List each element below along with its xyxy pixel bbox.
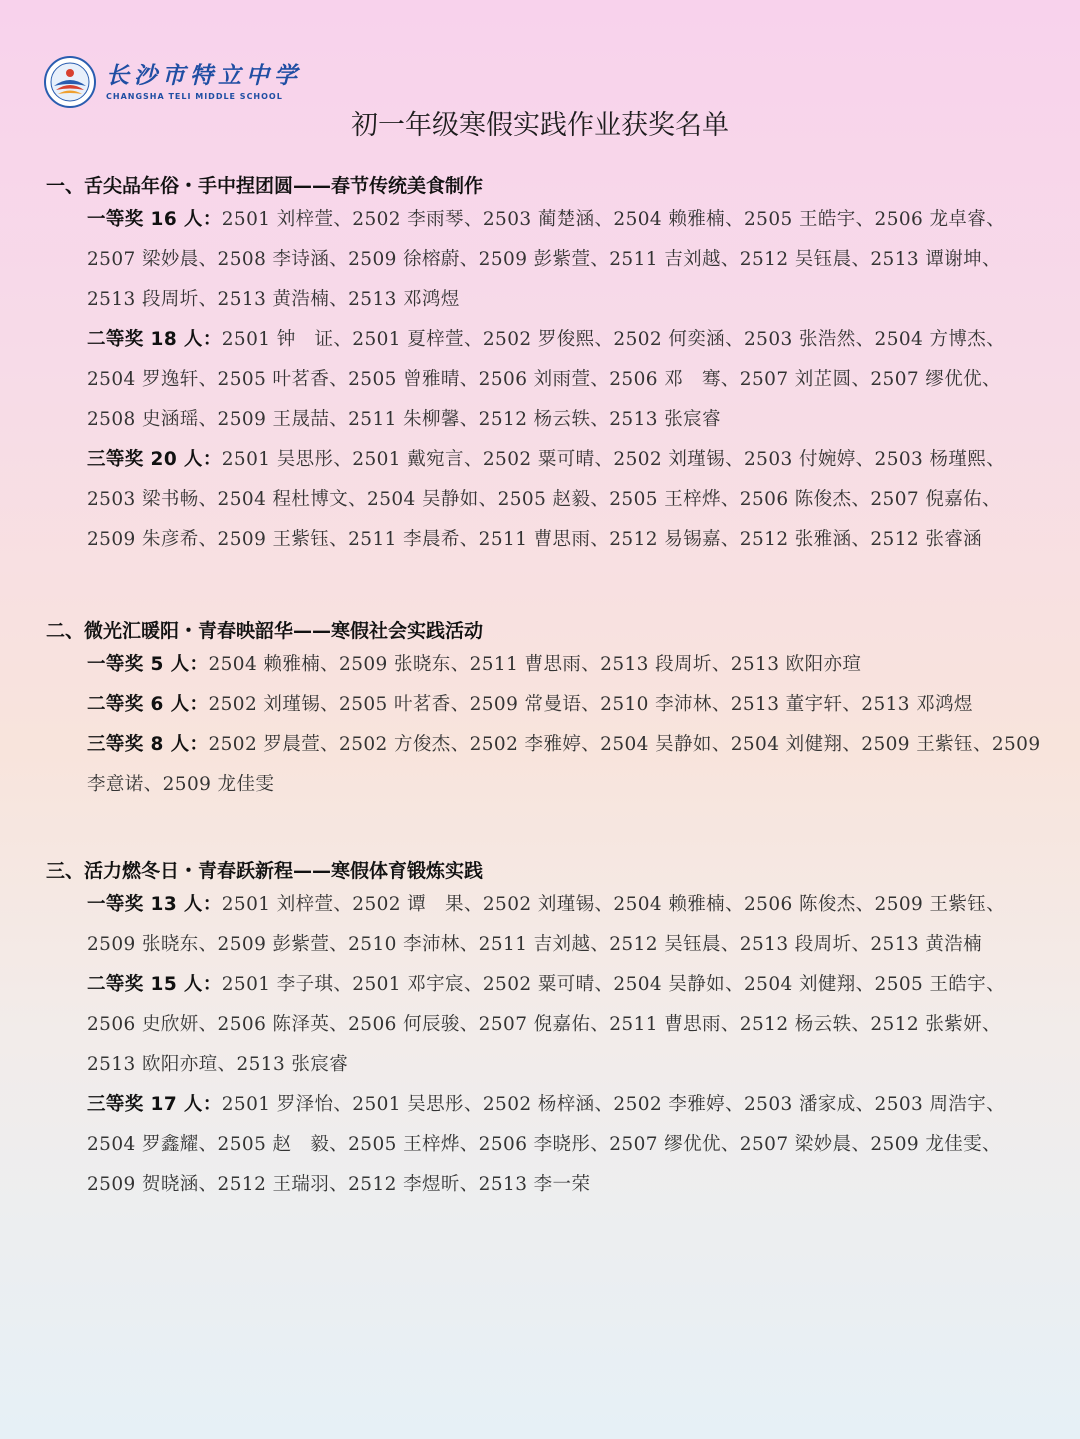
award-label: 一等奖 13 人： [87,894,222,915]
award-entry [87,685,1046,725]
award-label: 三等奖 20 人： [87,449,222,470]
award-label: 一等奖 16 人： [87,209,222,230]
award-names: 2501 李子琪、2501 邓宇宸、2502 粟可晴、2504 吴静如、2504 刘健翔、2505 王皓宇、2506 史欣妍、2506 陈泽英、2506 何辰骏、2507 倪嘉佑、2511 曹思雨、2512 杨云轶、2512 张紫妍、2513 欧阳亦瑄、2513 张宸睿 [87,974,1006,1075]
award-label: 一等奖 5 人： [87,654,209,675]
award-entry [87,1085,1046,1205]
award-entry [87,965,1046,1085]
award-entry [87,645,1046,685]
award-names: 2501 罗泽怡、2501 吴思彤、2502 杨梓涵、2502 李雅婷、2503 潘家成、2503 周浩宇、2504 罗鑫耀、2505 赵 毅、2505 王梓烨、2506 李晓彤、2507 缪优优、2507 梁妙晨、2509 龙佳雯、2509 贺晓涵、2512 王瑞羽、2512 李煜昕、2513 李一荣 [87,1094,1006,1195]
award-names: 2501 钟 证、2501 夏梓萱、2502 罗俊熙、2502 何奕涵、2503 张浩然、2504 方博杰、2504 罗逸轩、2505 叶茗香、2505 曾雅晴、2506 刘雨萱、2506 邓 骞、2507 刘芷圆、2507 缪优优、2508 史涵瑶、2509 王晟喆、2511 朱柳馨、2512 杨云轶、2513 张宸睿 [87,329,1006,430]
award-label: 二等奖 18 人： [87,329,222,350]
section-2 [46,617,1046,805]
award-entry [87,885,1046,965]
section-heading: 二、微光汇暖阳・青春映韶华——寒假社会实践活动 [46,620,484,642]
section-1 [46,172,1046,560]
award-label: 三等奖 17 人： [87,1094,222,1115]
award-names: 2502 罗晨萱、2502 方俊杰、2502 李雅婷、2504 吴静如、2504 刘健翔、2509 王紫钰、2509 李意诺、2509 龙佳雯 [87,734,1041,795]
award-entry [87,725,1046,805]
award-label: 二等奖 15 人： [87,974,222,995]
award-entry [87,200,1046,320]
school-emblem-icon [44,56,96,108]
school-name-cn: 长沙市特立中学 [106,62,302,89]
award-entry [87,440,1046,560]
award-entry [87,320,1046,440]
award-names: 2502 刘瑾锡、2505 叶茗香、2509 常曼语、2510 李沛林、2513 董宇轩、2513 邓鸿煜 [208,694,973,715]
award-names: 2501 刘梓萱、2502 谭 果、2502 刘瑾锡、2504 赖雅楠、2506 陈俊杰、2509 王紫钰、2509 张晓东、2509 彭紫萱、2510 李沛林、2511 吉刘越、2512 吴钰晨、2513 段周圻、2513 黄浩楠 [87,894,1006,955]
award-names: 2501 吴思彤、2501 戴宛言、2502 粟可晴、2502 刘瑾锡、2503 付婉婷、2503 杨瑾熙、2503 梁书畅、2504 程杜博文、2504 吴静如、2505 赵毅、2505 王梓烨、2506 陈俊杰、2507 倪嘉佑、2509 朱彦希、2509 王紫钰、2511 李晨希、2511 曹思雨、2512 易锡嘉、2512 张雅涵、2512 张睿涵 [87,449,1006,550]
section-heading: 三、活力燃冬日・青春跃新程——寒假体育锻炼实践 [46,860,484,882]
page-title: 初一年级寒假实践作业获奖名单 [351,110,729,141]
section-heading: 一、舌尖品年俗・手中捏团圆——春节传统美食制作 [46,175,484,197]
school-logo [44,54,302,110]
award-names: 2501 刘梓萱、2502 李雨琴、2503 蔺楚涵、2504 赖雅楠、2505 王皓宇、2506 龙卓睿、2507 梁妙晨、2508 李诗涵、2509 徐榕蔚、2509 彭紫萱、2511 吉刘越、2512 吴钰晨、2513 谭谢坤、2513 段周圻、2513 黄浩楠、2513 邓鸿煜 [87,209,1006,310]
award-names: 2504 赖雅楠、2509 张晓东、2511 曹思雨、2513 段周圻、2513 欧阳亦瑄 [208,654,862,675]
section-3 [46,857,1046,1205]
award-label: 二等奖 6 人： [87,694,209,715]
school-name-en: CHANGSHA TELI MIDDLE SCHOOL [106,92,283,101]
award-label: 三等奖 8 人： [87,734,209,755]
